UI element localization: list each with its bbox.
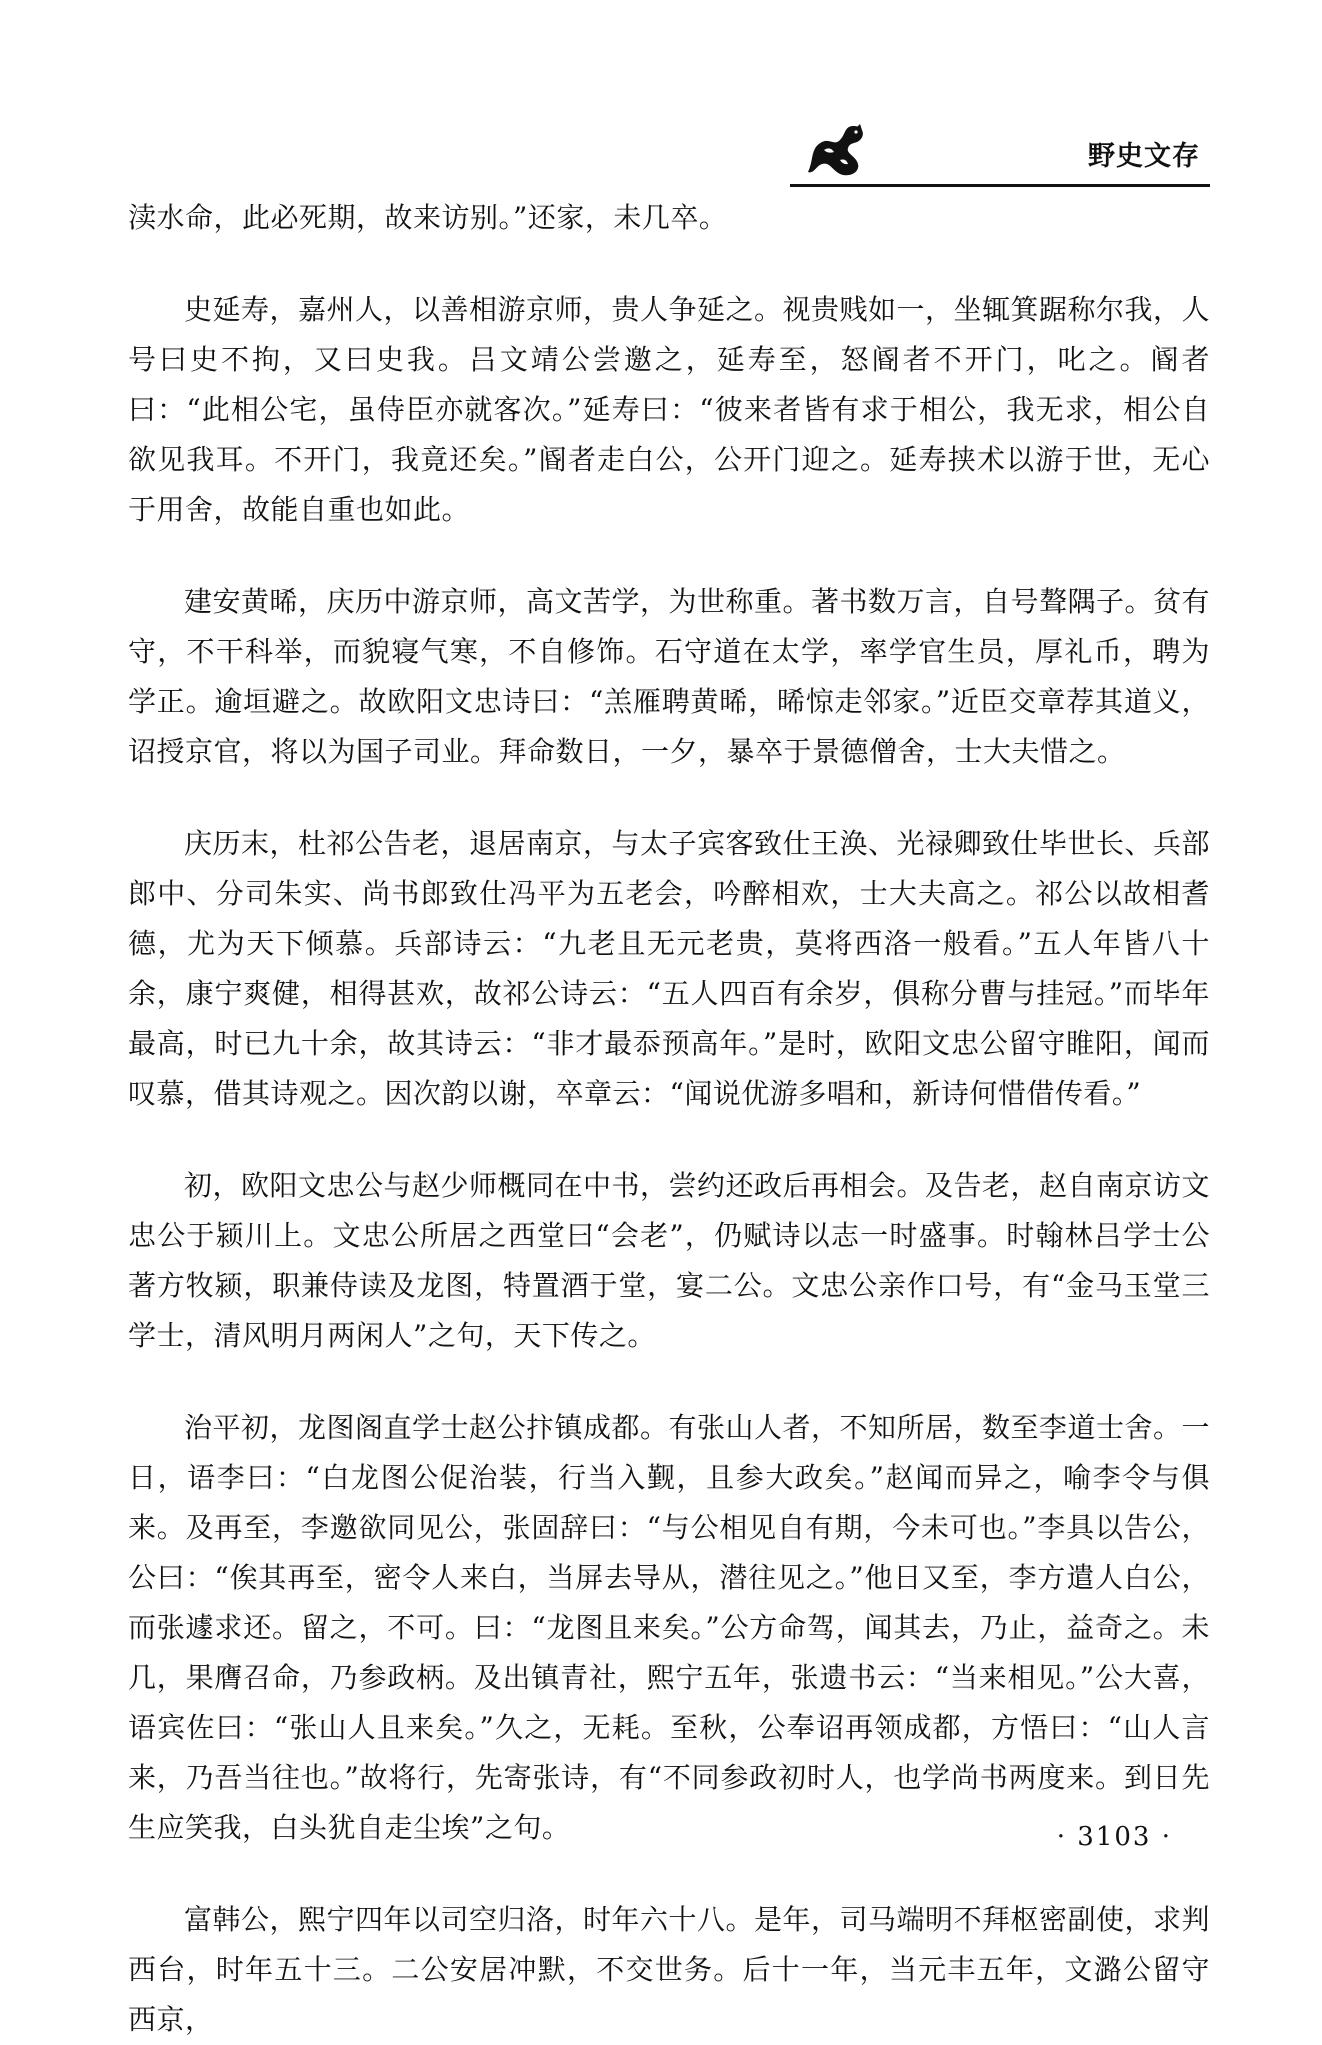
paragraph-shi-yanshou: 史延寿，嘉州人，以善相游京师，贵人争延之。视贵贱如一，坐辄箕踞称尔我，人号曰史不拘，又曰史我。吕文靖公尝邀之，延寿至，怒阍者不开门，叱之。阍者曰：“此相公宅，虽侍臣亦就客次。”延寿曰：“彼来者皆有求于相公，我无求，相公自欲见我耳。不开门，我竟还矣。”阍者走白公，公开门迎之。延寿挟术以游于世，无心于用舍，故能自重也如此。 bbox=[128, 293, 1211, 526]
running-header bbox=[790, 120, 1210, 190]
paragraph-fu-hangong: 富韩公，熙宁四年以司空归洛，时年六十八。是年，司马端明不拜枢密副使，求判西台，时年五十三。二公安居冲默，不交世务。后十一年，当元丰五年，文潞公留守西京， bbox=[128, 1903, 1211, 2036]
header-title: 野史文存 bbox=[1088, 141, 1200, 172]
paragraph-zhang-shanren: 治平初，龙图阁直学士赵公抃镇成都。有张山人者，不知所居，数至李道士舍。一日，语李曰：“白龙图公促治装，行当入觐，且参大政矣。”赵闻而异之，喻李令与俱来。及再至，李邀欲同见公，张固辞曰：“与公相见自有期，今未可也。”李具以告公，公曰：“俟其再至，密令人来白，当屏去导从，潜往见之。”他日又至，李方遣人白公，而张遽求还。留之，不可。曰：“龙图且来矣。”公方命驾，闻其去，乃止，益奇之。未几，果膺召命，乃参政柄。及出镇青社，熙宁五年，张遗书云：“当来相见。”公大喜，语宾佐曰：“张山人且来矣。”久之，无耗。至秋，公奉诏再领成都，方悟曰：“山人言来，乃吾当往也。”故将行，先寄张诗，有“不同参政初时人，也学尚书两度来。到日先生应笑我，白头犹自走尘埃”之句。 bbox=[128, 1411, 1211, 1844]
header-rule bbox=[790, 184, 1210, 187]
body-text bbox=[128, 193, 1210, 2045]
paragraph-huang-xi: 建安黄晞，庆历中游京师，高文苦学，为世称重。著书数万言，自号聱隅子。贫有守，不干科举，而貌寝气寒，不自修饰。石守道在太学，率学官生员，厚礼币，聘为学正。逾垣避之。故欧阳文忠诗曰：“羔雁聘黄晞，晞惊走邻家。”近臣交章荐其道义，诏授京官，将以为国子司业。拜命数日，一夕，暴卒于景德僧舍，士大夫惜之。 bbox=[128, 585, 1211, 768]
paragraph-continued: 渎水命，此必死期，故来访别。”还家，未几卒。 bbox=[128, 201, 728, 234]
page-number: · 3103 · bbox=[1056, 1822, 1172, 1852]
paragraph-huilao-tang: 初，欧阳文忠公与赵少师概同在中书，尝约还政后再相会。及告老，赵自南京访文忠公于颍川上。文忠公所居之西堂曰“会老”，仍赋诗以志一时盛事。时翰林吕学士公著方牧颍，职兼侍读及龙图，特置酒于堂，宴二公。文忠公亲作口号，有“金马玉堂三学士，清风明月两闲人”之句，天下传之。 bbox=[128, 1169, 1211, 1352]
dragon-emblem-icon bbox=[800, 120, 872, 182]
paragraph-wulao-hui: 庆历末，杜祁公告老，退居南京，与太子宾客致仕王涣、光禄卿致仕毕世长、兵部郎中、分司朱实、尚书郎致仕冯平为五老会，吟醉相欢，士大夫高之。祁公以故相耆德，尤为天下倾慕。兵部诗云：“九老且无元老贵，莫将西洛一般看。”五人年皆八十余，康宁爽健，相得甚欢，故祁公诗云：“五人四百有余岁，俱称分曹与挂冠。”而毕年最高，时已九十余，故其诗云：“非才最忝预高年。”是时，欧阳文忠公留守睢阳，闻而叹慕，借其诗观之。因次韵以谢，卒章云：“闻说优游多唱和，新诗何惜借传看。” bbox=[128, 827, 1211, 1110]
